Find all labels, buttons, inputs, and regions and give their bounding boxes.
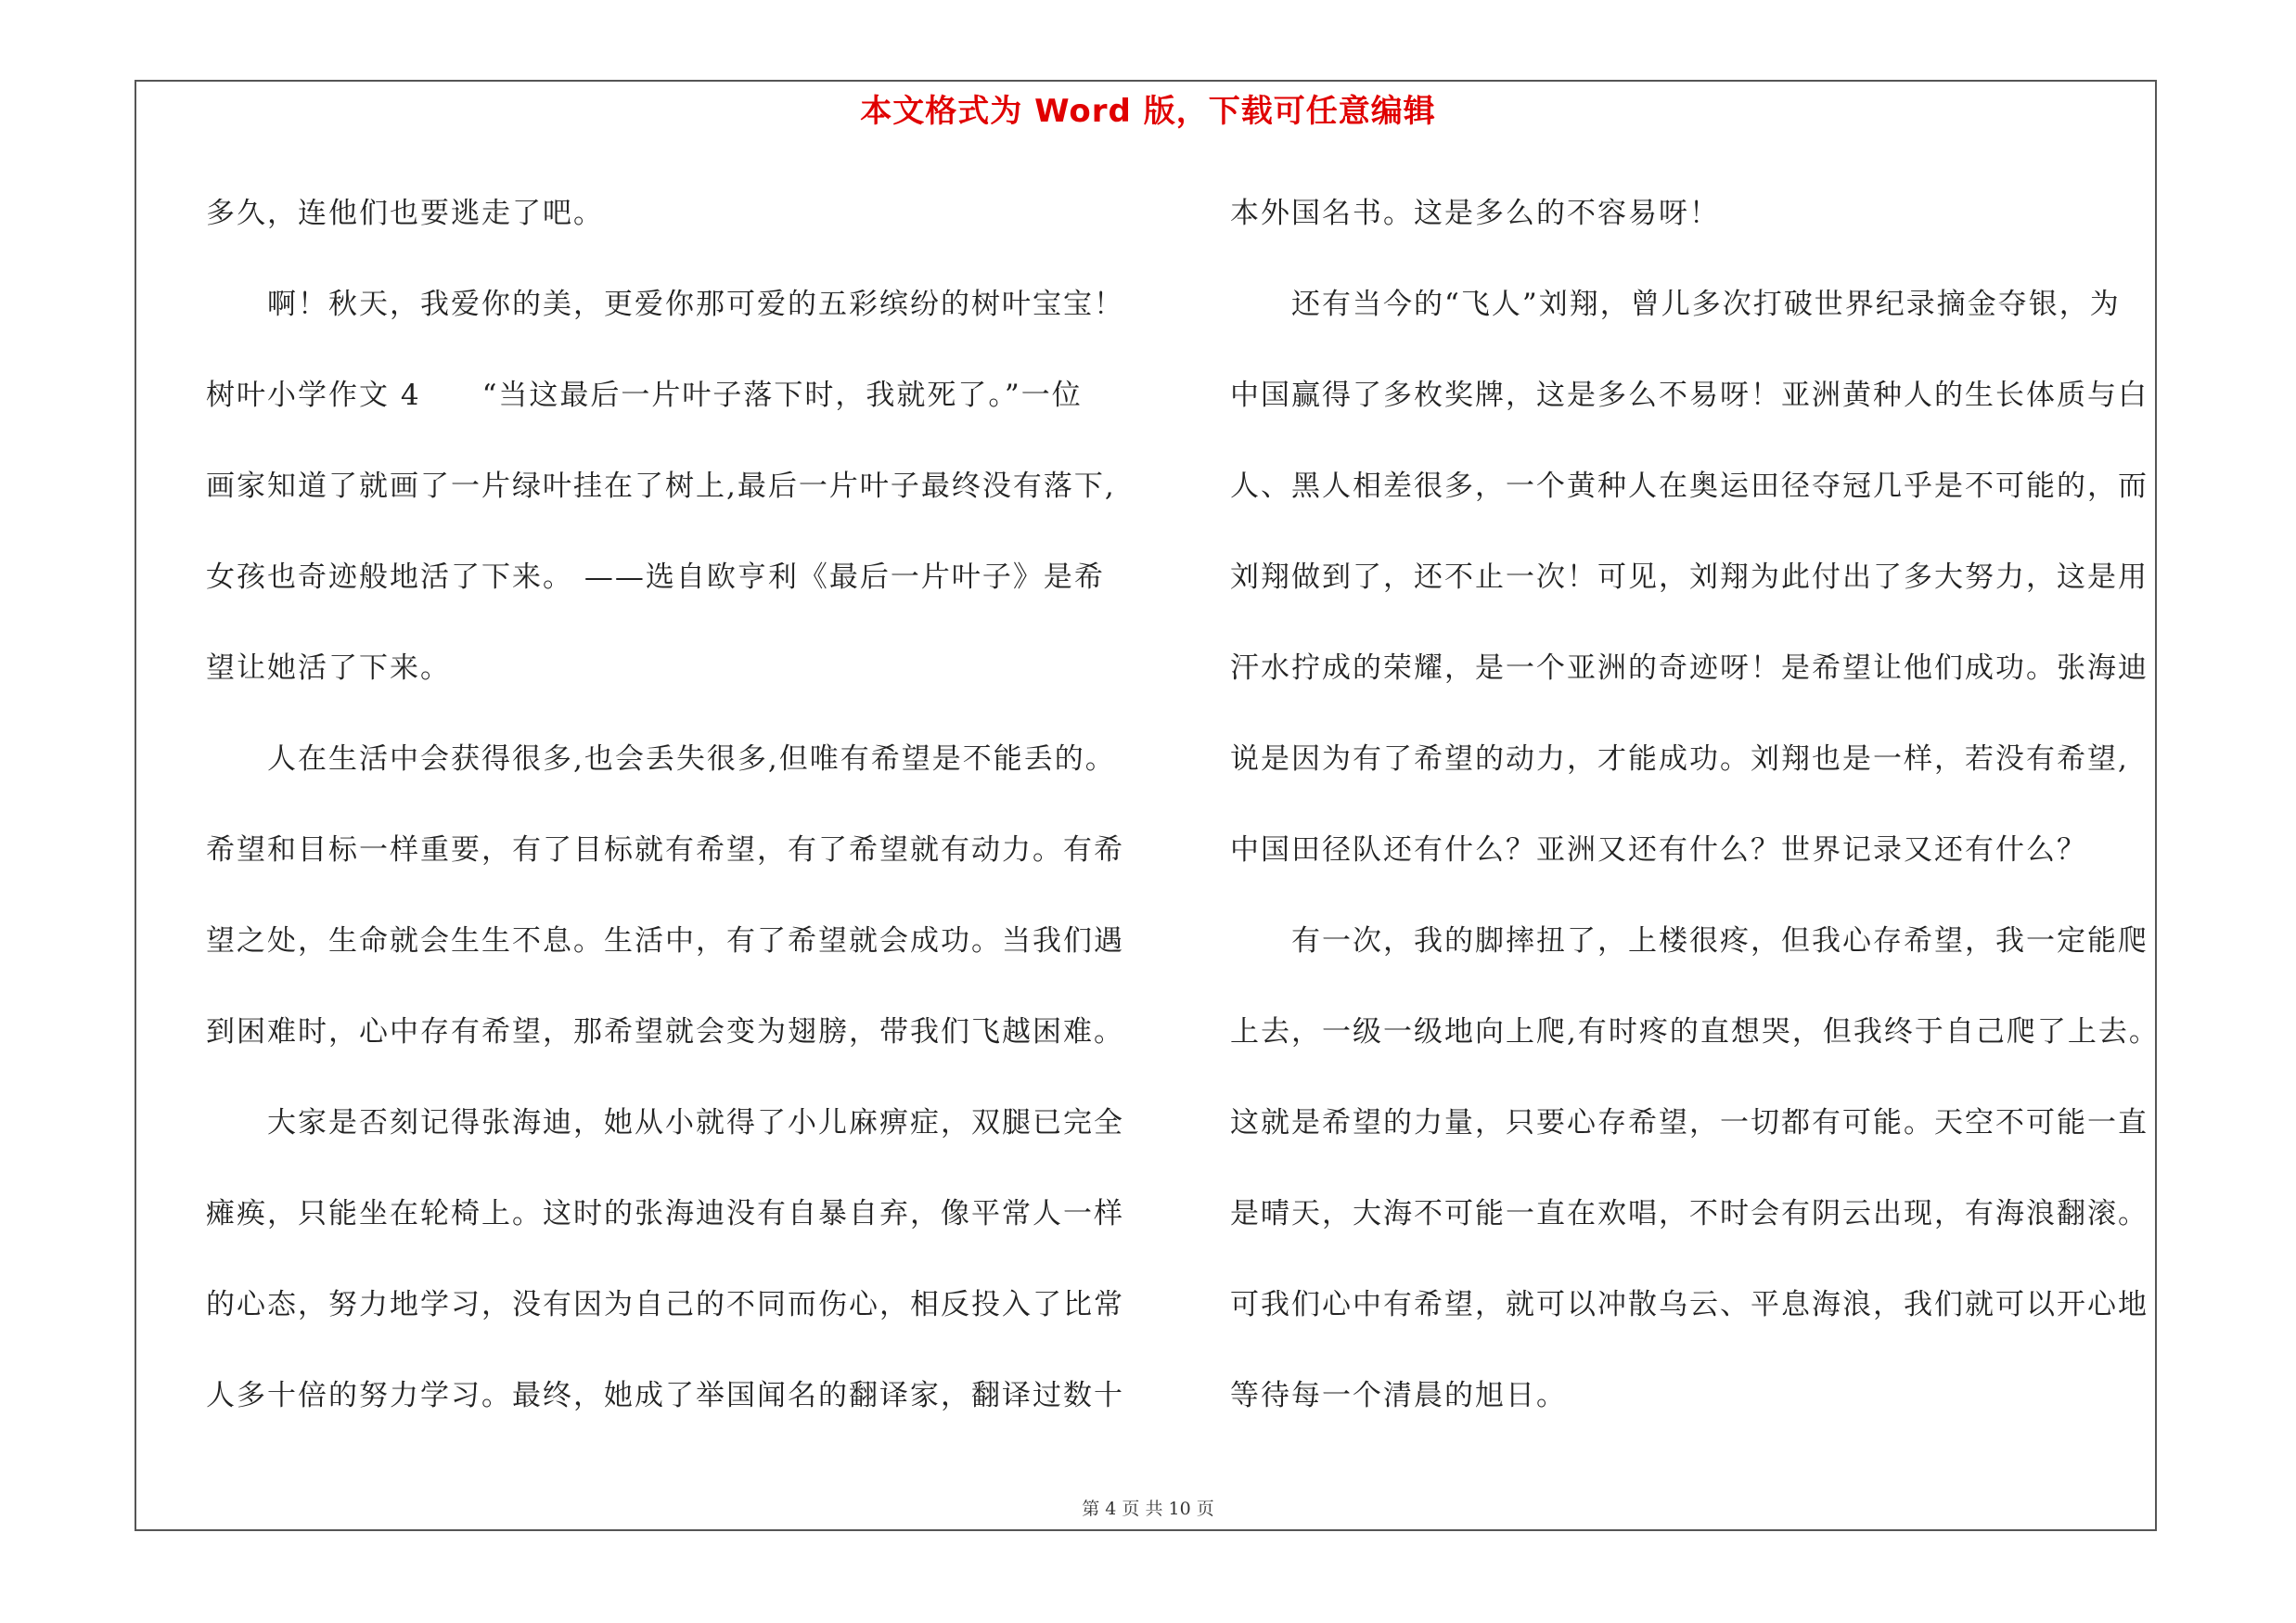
text-line: 中国田径队还有什么？亚洲又还有什么？世界记录又还有什么？ (1230, 833, 2087, 867)
text-line: 上去，一级一级地向上爬,有时疼的直想哭，但我终于自己爬了上去。 (1230, 1015, 2160, 1049)
left-column (206, 181, 1152, 1454)
text-line: 人多十倍的努力学习。最终，她成了举国闻名的翻译家，翻译过数十 (206, 1379, 1124, 1412)
text-line: 这就是希望的力量，只要心存希望，一切都有可能。天空不可能一直 (1230, 1106, 2148, 1140)
text-line: 希望和目标一样重要，有了目标就有希望，有了希望就有动力。有希 (206, 833, 1124, 867)
page-number: 第 4 页 共 10 页 (1082, 1499, 1214, 1519)
text-line: 大家是否刻记得张海迪，她从小就得了小儿麻痹症，双腿已完全 (206, 1106, 1124, 1140)
right-column (1230, 181, 2176, 1454)
document-header: 本文格式为 Word 版，下载可任意编辑 (860, 93, 1436, 130)
text-line: 有一次，我的脚摔扭了，上楼很疼，但我心存希望，我一定能爬 (1230, 924, 2148, 958)
text-line: 啊！秋天，我爱你的美，更爱你那可爱的五彩缤纷的树叶宝宝！ (206, 288, 1124, 321)
text-line: 汗水拧成的荣耀，是一个亚洲的奇迹呀！是希望让他们成功。张海迪 (1230, 651, 2148, 685)
text-line: 人在生活中会获得很多,也会丢失很多,但唯有希望是不能丢的。 (206, 742, 1116, 776)
text-line: 人、黑人相差很多，一个黄种人在奥运田径夺冠几乎是不可能的，而 (1230, 470, 2148, 503)
text-line: 是晴天，大海不可能一直在欢唱，不时会有阴云出现，有海浪翻滚。 (1230, 1197, 2148, 1230)
text-line: 多久，连他们也要逃走了吧。 (206, 197, 604, 230)
text-line: 画家知道了就画了一片绿叶挂在了树上,最后一片叶子最终没有落下, (206, 470, 1116, 503)
text-line: 中国赢得了多枚奖牌，这是多么不易呀！亚洲黄种人的生长体质与白 (1230, 379, 2148, 412)
text-line: 的心态，努力地学习，没有因为自己的不同而伤心，相反投入了比常 (206, 1288, 1124, 1321)
text-line: 树叶小学作文 4 “当这最后一片叶子落下时，我就死了。”一位 (206, 379, 1083, 412)
text-line: 说是因为有了希望的动力，才能成功。刘翔也是一样，若没有希望, (1230, 742, 2129, 776)
text-line: 望之处，生命就会生生不息。生活中，有了希望就会成功。当我们遇 (206, 924, 1124, 958)
text-line: 还有当今的“飞人”刘翔，曾儿多次打破世界纪录摘金夺银，为 (1230, 288, 2121, 321)
text-line: 可我们心中有希望，就可以冲散乌云、平息海浪，我们就可以开心地 (1230, 1288, 2148, 1321)
text-line: 女孩也奇迹般地活了下来。 ——选自欧亨利《最后一片叶子》是希 (206, 560, 1105, 594)
text-line: 瘫痪，只能坐在轮椅上。这时的张海迪没有自暴自弃，像平常人一样 (206, 1197, 1124, 1230)
text-line: 等待每一个清晨的旭日。 (1230, 1379, 1567, 1412)
text-line: 望让她活了下来。 (206, 651, 451, 685)
text-line: 本外国名书。这是多么的不容易呀！ (1230, 197, 1720, 230)
text-line: 刘翔做到了，还不止一次！可见，刘翔为此付出了多大努力，这是用 (1230, 560, 2148, 594)
text-line: 到困难时，心中存有希望，那希望就会变为翅膀，带我们飞越困难。 (206, 1015, 1124, 1049)
